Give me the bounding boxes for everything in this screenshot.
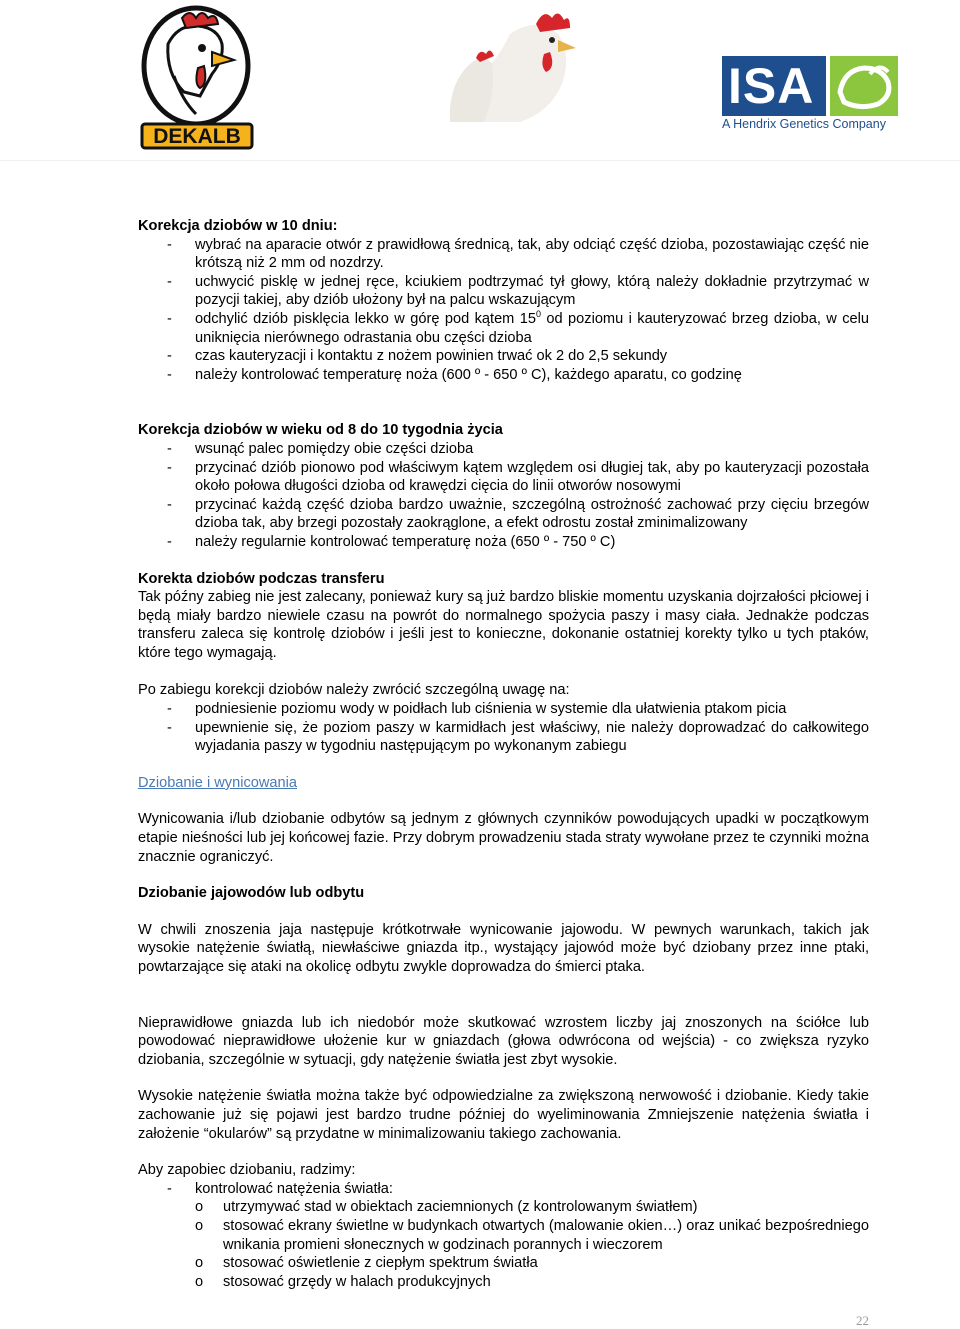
- isa-logo-bird-mark: [830, 56, 898, 116]
- sublist-swiatlo: [195, 1198, 869, 1291]
- isa-logo-tagline: A Hendrix Genetics Company: [722, 117, 886, 131]
- list-item: - należy kontrolować temperaturę noża (600 º - 650 º C), każdego aparatu, co godzinę: [138, 366, 869, 385]
- paragraph-gniazda: Nieprawidłowe gniazda lub ich niedobór może skutkować wzrostem liczby jaj znoszonych na ściółce lub powodować nieprawidłowe ułożenie kur w gniazdach (głowa odwrócona od wejścia) - co zwiększa ryzyko dziobania, szczególnie w sytuacji, gdy natężenie światła jest zbyt wysokie.: [138, 1014, 869, 1068]
- list-item: - kontrolować natężenia światła:: [138, 1180, 869, 1199]
- list-zapobieganie: [138, 1180, 869, 1199]
- sub-list-item: o stosować grzędy w halach produkcyjnych: [195, 1273, 869, 1292]
- paragraph-after-treatment: Po zabiegu korekcji dziobów należy zwrócić szczególną uwagę na:: [138, 682, 570, 699]
- dekalb-logo-text: DEKALB: [153, 125, 241, 148]
- page-header: [0, 0, 960, 165]
- isa-logo-text: ISA: [728, 58, 815, 114]
- list-item-text: od poziomu i kauteryzować brzeg dzioba, w celu uniknięcia nierównego odrastania obu części dzioba: [195, 310, 869, 346]
- list-item: - podniesienie poziomu wody w poidłach lub ciśnienia w systemie dla ułatwienia ptakom picia: [138, 700, 869, 719]
- page-number: 22: [856, 1313, 869, 1328]
- section-title-weeks8-10: Korekcja dziobów w wieku od 8 do 10 tygodnia życia: [138, 422, 503, 439]
- degree-superscript: 0: [535, 309, 541, 320]
- link-dziobanie-wynicowania[interactable]: Dziobanie i wynicowania: [138, 774, 297, 791]
- paragraph-jajowod: W chwili znoszenia jaja następuje krótkotrwałe wynicowanie jajowodu. W pewnych warunkach, takich jak wysokie natężenie światłą, niewłaściwe gniazda itp., wystający jajowód może być dziobany przez inne ptaki, powtarzające się ataki na okolicę odbytu zwykle doprowadza do śmierci ptaka.: [138, 921, 869, 975]
- paragraph-transfer: Tak późny zabieg nie jest zalecany, ponieważ kury są już bardzo bliskie momentu uzyskania dojrzałości płciowej i będą miały bardzo niewiele czasu na powrót do normalnego spożycia paszy i masy ciała. Jednakże podczas transferu zaleca się kontrolę dziobów i jeśli jest to konieczne, dokonanie ostatniej korekty tylko u tych ptaków, które tego wymagają.: [138, 589, 869, 661]
- list-item-text: odchylić dziób pisklęcia lekko w górę pod kątem 15: [195, 310, 536, 327]
- list-day10: [138, 236, 869, 385]
- isa-logo-box: [722, 56, 826, 116]
- list-after-treatment: [138, 700, 869, 756]
- list-weeks8-10: [138, 440, 869, 552]
- document-body: [138, 217, 869, 1291]
- header-divider: [0, 160, 960, 161]
- list-item: - wybrać na aparacie otwór z prawidłową średnicą, tak, aby odciąć część dzioba, pozostawiając część nie krótszą niż 2 mm od nozdrzy.: [138, 236, 869, 273]
- paragraph-wynicowania: Wynicowania i/lub dziobanie odbytów są jednym z głównych czynników powodujących upadki w początkowym etapie nieśności lub jej końcowej fazie. Przy dobrym prowadzeniu stada straty wywołane przez te czynniki można znacznie ograniczyć.: [138, 811, 869, 865]
- isa-logo: [722, 56, 902, 136]
- section-title-transfer: Korekta dziobów podczas transferu: [138, 570, 385, 587]
- section-title-jajowody: Dziobanie jajowodów lub odbytu: [138, 885, 365, 902]
- section-title-day10: Korekcja dziobów w 10 dniu:: [138, 218, 338, 234]
- list-item: - przycinać każdą część dzioba bardzo uważnie, szczególną ostrożność zachować przy cięciu brzegów dzioba tak, aby brzegi pozostały zaokrąglone, a efekt odrostu został zminimalizowany: [138, 496, 869, 533]
- list-item: - należy regularnie kontrolować temperaturę noża (650 º - 750 º C): [138, 533, 869, 552]
- bird-icon: [830, 56, 898, 116]
- list-item: - wsunąć palec pomiędzy obie części dzioba: [138, 440, 869, 459]
- list-item: - czas kauteryzacji i kontaktu z nożem powinien trwać ok 2 do 2,5 sekundy: [138, 347, 869, 366]
- dekalb-logo: [138, 4, 256, 152]
- list-item: - uchwycić pisklę w jednej ręce, kciukiem podtrzymać tył głowy, którą należy dokładnie przytrzymać w pozycji takiej, aby dziób ułożony był na palcu wskazującym: [138, 273, 869, 310]
- paragraph-swiatlo: Wysokie natężenie światła można także być odpowiedzialne za zwiększoną nerwowość i dziobanie. Kiedy takie zachowanie już się pojawi jest bardzo trudne później do wyeliminowania Zmniejszenie natężenia światła i założenie “okularów” są przydatne w minimalizowaniu takiego zachowania.: [138, 1088, 869, 1142]
- list-item: [138, 310, 869, 347]
- paragraph-zapobieganie: Aby zapobiec dziobaniu, radzimy:: [138, 1162, 356, 1179]
- sub-list-item: o stosować oświetlenie z ciepłym spektrum światła: [195, 1254, 869, 1273]
- hens-photo: [440, 4, 590, 122]
- list-item: - przycinać dziób pionowo pod właściwym kątem względem osi długiej tak, aby po kauteryzacji pozostała około połowa długości dzioba od krawędzi cięcia do linii otworów nosowymi: [138, 459, 869, 496]
- list-item: - upewnienie się, że poziom paszy w karmidłach jest właściwy, nie należy doprowadzać do całkowitego wyjadania paszy w tygodniu następującym po wykonanym zabiegu: [138, 719, 869, 756]
- sub-list-item: o stosować ekrany świetlne w budynkach otwartych (malowanie okien…) oraz unikać bezpośredniego wnikania promieni słonecznych w godzinach porannych i wieczorem: [195, 1217, 869, 1254]
- sub-list-item: o utrzymywać stad w obiektach zaciemnionych (z kontrolowanym światłem): [195, 1198, 869, 1217]
